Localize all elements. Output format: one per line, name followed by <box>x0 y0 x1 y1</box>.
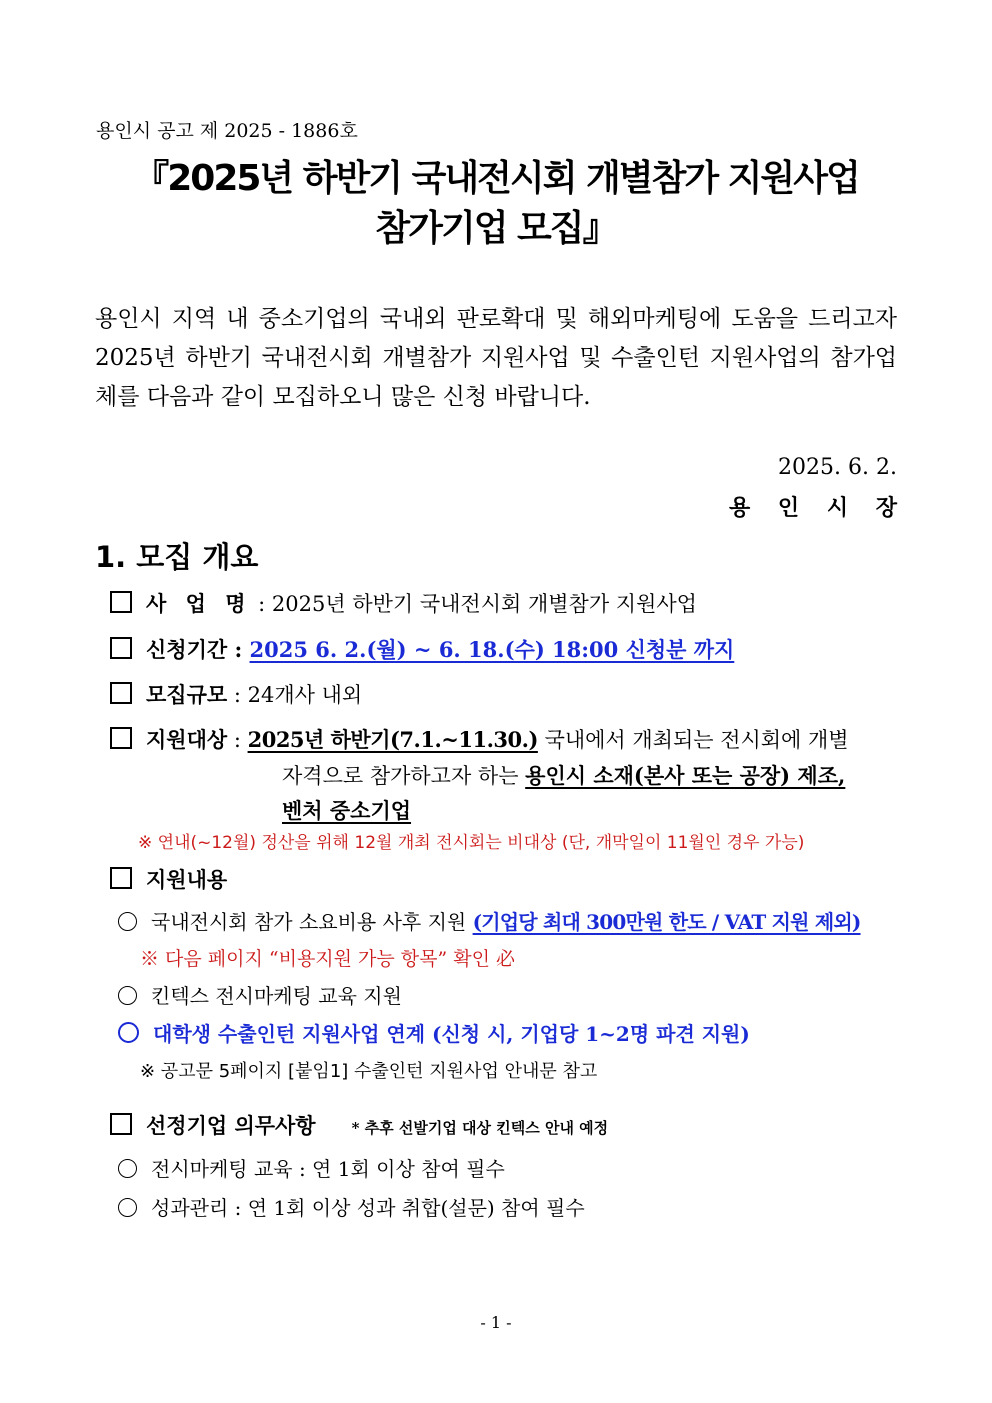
row-duties <box>110 1110 608 1140</box>
business-label: 사 업 명 <box>146 591 252 616</box>
page-number: - 1 - <box>480 1313 512 1332</box>
target-note: ※ 연내(~12월) 정산을 위해 12월 개최 전시회는 비대상 (단, 개막일이 11월인 경우 가능) <box>138 833 805 853</box>
scale-label: 모집규모 <box>146 682 228 707</box>
period-label: 신청기간 <box>146 637 228 662</box>
notice-number: 용인시 공고 제 2025 - 1886호 <box>96 120 358 142</box>
circle-bullet-icon <box>118 912 137 931</box>
target-text: 국내에서 개최되는 전시회에 개별 <box>537 728 849 752</box>
row-scale <box>110 679 362 709</box>
duties-item-1 <box>118 1153 505 1182</box>
support-item-2-text: 킨텍스 전시마케팅 교육 지원 <box>151 984 402 1008</box>
duties-note: * 추후 선발기업 대상 킨텍스 안내 예정 <box>351 1119 609 1137</box>
separator: : <box>251 592 272 616</box>
separator: : <box>227 683 248 707</box>
target-line2-text: 자격으로 참가하고자 하는 <box>282 764 526 788</box>
target-line3: 벤처 중소기업 <box>282 798 412 823</box>
document-title-line2: 참가기업 모집』 <box>375 208 617 249</box>
circle-bullet-icon <box>118 986 137 1005</box>
checkbox-icon <box>110 1113 132 1135</box>
circle-bullet-icon <box>118 1198 137 1217</box>
support-item-1-text: 국내전시회 참가 소요비용 사후 지원 <box>151 910 473 934</box>
checkbox-icon <box>110 682 132 704</box>
checkbox-icon <box>110 591 132 613</box>
support-item-3-text: 대학생 수출인턴 지원사업 연계 (신청 시, 기업당 1~2명 파견 지원) <box>153 1022 750 1046</box>
support-item-1-highlight: (기업당 최대 300만원 한도 / VAT 지원 제외) <box>472 910 861 934</box>
support-item-1 <box>118 906 861 935</box>
row-business-name <box>110 588 697 618</box>
separator: : <box>227 637 250 662</box>
support-label: 지원내용 <box>146 867 228 892</box>
duties-item-2 <box>118 1192 585 1221</box>
row-target <box>110 724 849 754</box>
support-item-3 <box>118 1018 750 1047</box>
checkbox-icon <box>110 727 132 749</box>
support-item-2 <box>118 980 402 1009</box>
circle-bullet-icon <box>118 1022 139 1043</box>
document-title-line1: 『2025년 하반기 국내전시회 개별참가 지원사업 <box>133 158 859 199</box>
scale-value: 24개사 내외 <box>247 683 363 707</box>
duties-item-2-text: 성과관리 : 연 1회 이상 성과 취합(설문) 참여 필수 <box>151 1196 585 1220</box>
period-value: 2025 6. 2.(월) ~ 6. 18.(수) 18:00 신청분 까지 <box>249 637 735 662</box>
announcement-date: 2025. 6. 2. <box>778 455 897 480</box>
section-title: 1. 모집 개요 <box>95 540 259 574</box>
target-label: 지원대상 <box>146 727 228 752</box>
issuer: 용 인 시 장 <box>729 495 907 521</box>
duties-label: 선정기업 의무사항 <box>146 1113 316 1138</box>
checkbox-icon <box>110 867 132 889</box>
circle-bullet-icon <box>118 1159 137 1178</box>
separator: : <box>227 728 248 752</box>
target-period: 2025년 하반기(7.1.~11.30.) <box>247 727 538 752</box>
intro-paragraph: 용인시 지역 내 중소기업의 국내외 판로확대 및 해외마케팅에 도움을 드리고자 2025년 하반기 국내전시회 개별참가 지원사업 및 수출인턴 지원사업의 참가업체를 다음과 같이 모집하오니 많은 신청 바랍니다. <box>95 306 897 410</box>
row-support <box>110 864 227 894</box>
row-period <box>110 634 734 664</box>
business-value: 2025년 하반기 국내전시회 개별참가 지원사업 <box>271 592 697 616</box>
duties-item-1-text: 전시마케팅 교육 : 연 1회 이상 참여 필수 <box>151 1157 505 1181</box>
checkbox-icon <box>110 637 132 659</box>
support-item-3-note: ※ 공고문 5페이지 [붙임1] 수출인턴 지원사업 안내문 참고 <box>140 1061 598 1082</box>
target-location: 용인시 소재(본사 또는 공장) 제조, <box>525 763 846 788</box>
target-line2 <box>282 760 845 790</box>
support-item-1-note: ※ 다음 페이지 “비용지원 가능 항목” 확인 必 <box>140 948 516 970</box>
